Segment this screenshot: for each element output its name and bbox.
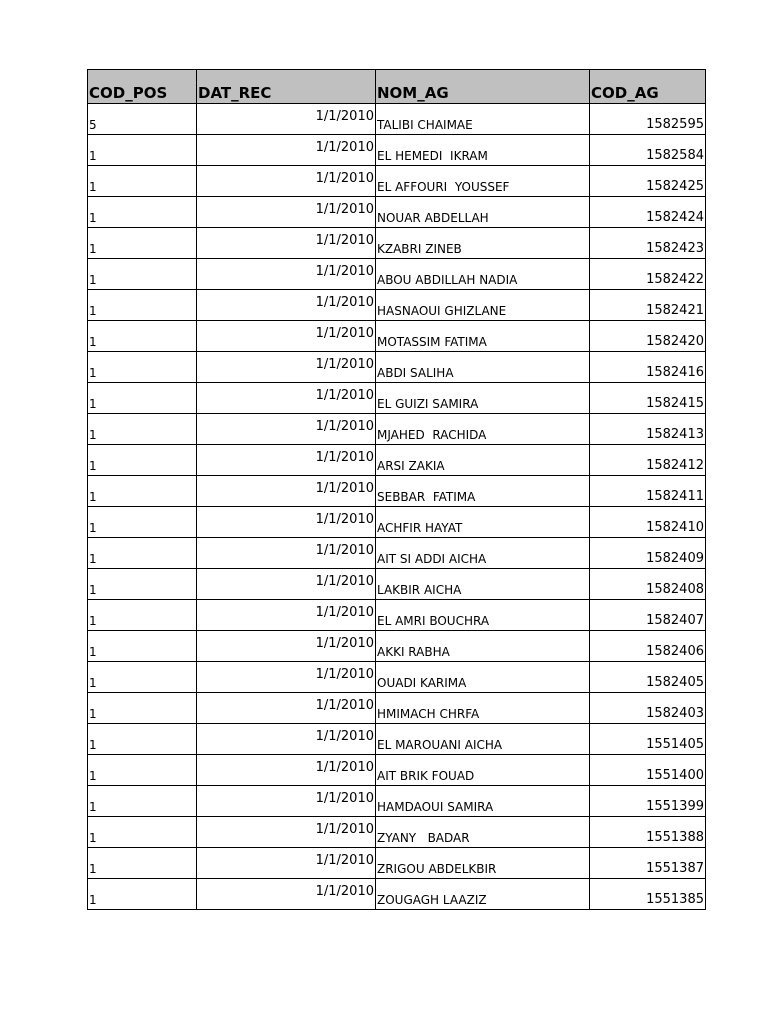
cell-cod-ag: 1582403 <box>590 693 706 724</box>
table-body <box>88 104 706 910</box>
table-row <box>88 352 706 383</box>
cell-dat-rec: 1/1/2010 <box>197 817 376 848</box>
cell-nom-ag: ZOUGAGH LAAZIZ <box>376 879 590 910</box>
cell-cod-pos: 1 <box>88 414 197 445</box>
cell-cod-ag: 1582410 <box>590 507 706 538</box>
table-row <box>88 662 706 693</box>
table-row <box>88 321 706 352</box>
cell-cod-ag: 1582595 <box>590 104 706 135</box>
header-cod-pos: COD_POS <box>88 70 197 104</box>
cell-cod-ag: 1582421 <box>590 290 706 321</box>
cell-nom-ag: EL HEMEDI IKRAM <box>376 135 590 166</box>
table-row <box>88 445 706 476</box>
cell-nom-ag: HASNAOUI GHIZLANE <box>376 290 590 321</box>
cell-dat-rec: 1/1/2010 <box>197 228 376 259</box>
cell-nom-ag: ABOU ABDILLAH NADIA <box>376 259 590 290</box>
cell-dat-rec: 1/1/2010 <box>197 321 376 352</box>
cell-dat-rec: 1/1/2010 <box>197 135 376 166</box>
cell-nom-ag: HMIMACH CHRFA <box>376 693 590 724</box>
cell-dat-rec: 1/1/2010 <box>197 848 376 879</box>
cell-cod-ag: 1551385 <box>590 879 706 910</box>
header-cod-ag: COD_AG <box>590 70 706 104</box>
cell-cod-pos: 1 <box>88 135 197 166</box>
cell-cod-pos: 1 <box>88 848 197 879</box>
cell-dat-rec: 1/1/2010 <box>197 383 376 414</box>
cell-nom-ag: TALIBI CHAIMAE <box>376 104 590 135</box>
cell-cod-pos: 1 <box>88 445 197 476</box>
cell-cod-pos: 1 <box>88 631 197 662</box>
cell-cod-ag: 1582416 <box>590 352 706 383</box>
table-row <box>88 166 706 197</box>
cell-cod-ag: 1551400 <box>590 755 706 786</box>
table-row <box>88 538 706 569</box>
cell-cod-pos: 1 <box>88 755 197 786</box>
cell-cod-pos: 1 <box>88 538 197 569</box>
cell-cod-ag: 1582412 <box>590 445 706 476</box>
cell-dat-rec: 1/1/2010 <box>197 662 376 693</box>
cell-cod-ag: 1551399 <box>590 786 706 817</box>
cell-cod-pos: 1 <box>88 228 197 259</box>
table-row <box>88 259 706 290</box>
cell-cod-ag: 1582413 <box>590 414 706 445</box>
header-nom-ag: NOM_AG <box>376 70 590 104</box>
cell-cod-pos: 1 <box>88 197 197 228</box>
header-dat-rec: DAT_REC <box>197 70 376 104</box>
cell-dat-rec: 1/1/2010 <box>197 879 376 910</box>
cell-cod-pos: 1 <box>88 662 197 693</box>
cell-dat-rec: 1/1/2010 <box>197 197 376 228</box>
table-row <box>88 724 706 755</box>
cell-nom-ag: LAKBIR AICHA <box>376 569 590 600</box>
cell-nom-ag: ZRIGOU ABDELKBIR <box>376 848 590 879</box>
table-row <box>88 197 706 228</box>
cell-nom-ag: MOTASSIM FATIMA <box>376 321 590 352</box>
cell-cod-pos: 1 <box>88 693 197 724</box>
cell-cod-ag: 1582411 <box>590 476 706 507</box>
cell-nom-ag: AIT BRIK FOUAD <box>376 755 590 786</box>
cell-cod-ag: 1582415 <box>590 383 706 414</box>
cell-cod-pos: 1 <box>88 321 197 352</box>
cell-nom-ag: HAMDAOUI SAMIRA <box>376 786 590 817</box>
cell-nom-ag: AIT SI ADDI AICHA <box>376 538 590 569</box>
cell-nom-ag: AKKI RABHA <box>376 631 590 662</box>
cell-cod-pos: 1 <box>88 724 197 755</box>
cell-cod-ag: 1582423 <box>590 228 706 259</box>
cell-dat-rec: 1/1/2010 <box>197 104 376 135</box>
table-row <box>88 693 706 724</box>
table-row <box>88 848 706 879</box>
table-row <box>88 507 706 538</box>
cell-cod-ag: 1551387 <box>590 848 706 879</box>
data-table <box>87 69 706 910</box>
cell-dat-rec: 1/1/2010 <box>197 631 376 662</box>
table-row <box>88 228 706 259</box>
cell-cod-ag: 1582420 <box>590 321 706 352</box>
table-row <box>88 476 706 507</box>
table-row <box>88 786 706 817</box>
table-row <box>88 414 706 445</box>
cell-cod-pos: 1 <box>88 383 197 414</box>
cell-cod-pos: 1 <box>88 600 197 631</box>
cell-dat-rec: 1/1/2010 <box>197 724 376 755</box>
cell-dat-rec: 1/1/2010 <box>197 166 376 197</box>
cell-dat-rec: 1/1/2010 <box>197 755 376 786</box>
cell-cod-ag: 1582408 <box>590 569 706 600</box>
cell-nom-ag: ABDI SALIHA <box>376 352 590 383</box>
cell-nom-ag: EL GUIZI SAMIRA <box>376 383 590 414</box>
cell-cod-ag: 1582405 <box>590 662 706 693</box>
cell-cod-ag: 1582424 <box>590 197 706 228</box>
cell-cod-pos: 1 <box>88 786 197 817</box>
cell-cod-ag: 1582584 <box>590 135 706 166</box>
cell-cod-ag: 1551405 <box>590 724 706 755</box>
table-row <box>88 600 706 631</box>
cell-dat-rec: 1/1/2010 <box>197 352 376 383</box>
cell-dat-rec: 1/1/2010 <box>197 476 376 507</box>
cell-nom-ag: KZABRI ZINEB <box>376 228 590 259</box>
cell-nom-ag: SEBBAR FATIMA <box>376 476 590 507</box>
cell-nom-ag: EL MAROUANI AICHA <box>376 724 590 755</box>
cell-dat-rec: 1/1/2010 <box>197 569 376 600</box>
cell-cod-pos: 1 <box>88 476 197 507</box>
cell-cod-pos: 1 <box>88 352 197 383</box>
table-row <box>88 879 706 910</box>
cell-cod-ag: 1551388 <box>590 817 706 848</box>
cell-dat-rec: 1/1/2010 <box>197 290 376 321</box>
cell-cod-pos: 1 <box>88 290 197 321</box>
table-row <box>88 755 706 786</box>
cell-cod-ag: 1582409 <box>590 538 706 569</box>
table-header <box>88 70 706 104</box>
cell-dat-rec: 1/1/2010 <box>197 507 376 538</box>
cell-cod-pos: 1 <box>88 259 197 290</box>
cell-cod-pos: 5 <box>88 104 197 135</box>
cell-nom-ag: ACHFIR HAYAT <box>376 507 590 538</box>
cell-nom-ag: OUADI KARIMA <box>376 662 590 693</box>
cell-cod-pos: 1 <box>88 879 197 910</box>
table-row <box>88 135 706 166</box>
cell-dat-rec: 1/1/2010 <box>197 786 376 817</box>
cell-dat-rec: 1/1/2010 <box>197 600 376 631</box>
cell-dat-rec: 1/1/2010 <box>197 414 376 445</box>
cell-nom-ag: ZYANY BADAR <box>376 817 590 848</box>
cell-cod-ag: 1582422 <box>590 259 706 290</box>
cell-nom-ag: NOUAR ABDELLAH <box>376 197 590 228</box>
cell-cod-ag: 1582406 <box>590 631 706 662</box>
cell-dat-rec: 1/1/2010 <box>197 538 376 569</box>
table-row <box>88 569 706 600</box>
cell-nom-ag: ARSI ZAKIA <box>376 445 590 476</box>
cell-dat-rec: 1/1/2010 <box>197 259 376 290</box>
table-row <box>88 383 706 414</box>
cell-cod-ag: 1582425 <box>590 166 706 197</box>
cell-cod-pos: 1 <box>88 569 197 600</box>
cell-cod-ag: 1582407 <box>590 600 706 631</box>
cell-nom-ag: EL AMRI BOUCHRA <box>376 600 590 631</box>
table-row <box>88 817 706 848</box>
table-row <box>88 631 706 662</box>
cell-cod-pos: 1 <box>88 166 197 197</box>
header-row <box>88 70 706 104</box>
table-row <box>88 290 706 321</box>
cell-cod-pos: 1 <box>88 507 197 538</box>
table-row <box>88 104 706 135</box>
cell-dat-rec: 1/1/2010 <box>197 445 376 476</box>
cell-nom-ag: EL AFFOURI YOUSSEF <box>376 166 590 197</box>
cell-cod-pos: 1 <box>88 817 197 848</box>
cell-dat-rec: 1/1/2010 <box>197 693 376 724</box>
cell-nom-ag: MJAHED RACHIDA <box>376 414 590 445</box>
